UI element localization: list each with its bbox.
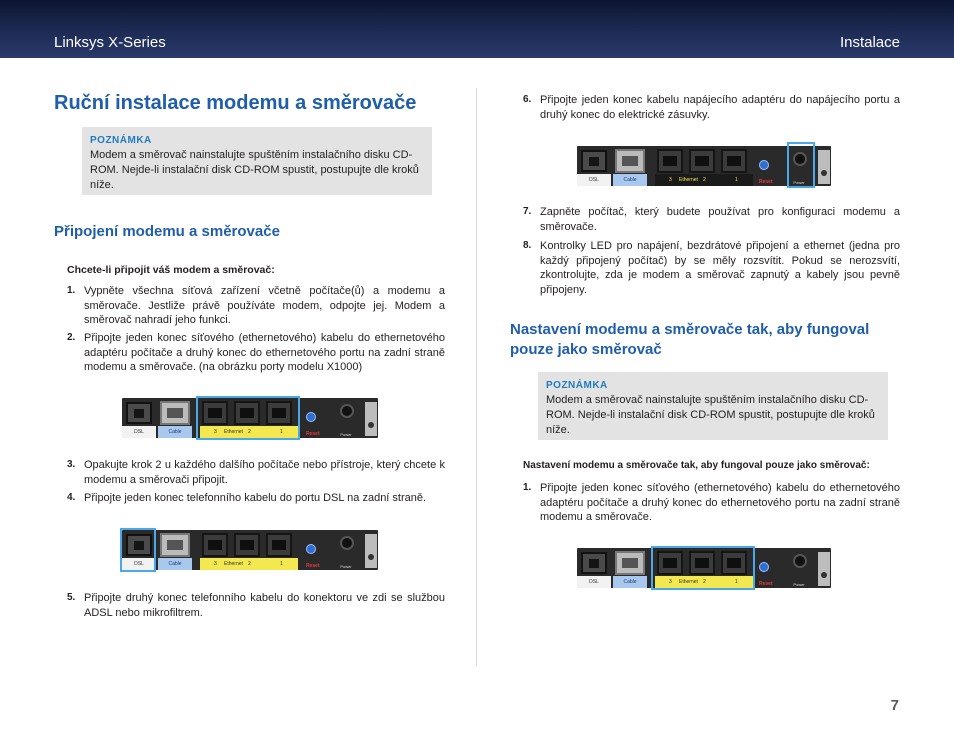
dsl-port xyxy=(581,552,607,574)
step-number: 4. xyxy=(67,492,76,503)
step-2 xyxy=(67,331,445,375)
column-divider xyxy=(476,88,477,666)
dsl-label: DSL xyxy=(122,558,156,570)
section-heading-router-only: Nastavení modemu a směrovače tak, aby fungoval pouze jako směrovač xyxy=(510,321,870,358)
step-number: 3. xyxy=(67,459,76,470)
port-3-label: 3 xyxy=(214,429,217,435)
router-back-panel-image xyxy=(577,146,831,186)
note-box xyxy=(538,372,888,440)
reset-label: Reset xyxy=(306,431,320,437)
power-switch xyxy=(365,402,377,436)
note-label: POZNÁMKA xyxy=(546,380,608,391)
power-switch xyxy=(818,150,830,184)
step-1 xyxy=(67,284,445,328)
ethernet-port xyxy=(266,533,292,557)
dsl-label: DSL xyxy=(122,426,156,438)
dsl-port xyxy=(126,402,152,424)
cable-label: Cable xyxy=(158,558,192,570)
port-2-label: 2 xyxy=(703,177,706,183)
power-switch xyxy=(818,552,830,586)
dsl-highlight xyxy=(120,528,156,572)
power-highlight xyxy=(787,142,815,188)
note-box xyxy=(82,127,432,195)
ethernet-port xyxy=(721,149,747,173)
router-back-panel-image xyxy=(577,548,831,588)
step-number: 7. xyxy=(523,206,532,217)
reset-button-image xyxy=(759,160,769,170)
port-1-label: 1 xyxy=(280,561,283,567)
step-text: Připojte jeden konec telefonního kabelu do portu DSL na zadní straně. xyxy=(84,492,427,504)
step-8 xyxy=(523,239,900,297)
ethernet-port xyxy=(657,149,683,173)
ethernet-port xyxy=(689,149,715,173)
power-label: Power xyxy=(793,180,805,185)
section-heading-connect: Připojení modemu a směrovače xyxy=(54,223,280,240)
port-3-label: 3 xyxy=(669,579,672,585)
cable-port xyxy=(615,149,645,173)
ethernet-label: Ethernet xyxy=(679,177,698,183)
port-2-label: 2 xyxy=(248,561,251,567)
step-number: 1. xyxy=(523,482,532,493)
dsl-label: DSL xyxy=(577,576,611,588)
power-label: Power xyxy=(793,582,805,587)
router-back-panel-image xyxy=(122,530,378,570)
reset-button-image xyxy=(759,562,769,572)
cable-label: Cable xyxy=(158,426,192,438)
note-text: Modem a směrovač nainstalujte spuštěním instalačního disku CD-ROM. Nejde-li instalační disk CD-ROM spustit, postupujte dle kroků níže. xyxy=(90,149,419,191)
port-2-label: 2 xyxy=(703,579,706,585)
port-1-label: 1 xyxy=(735,177,738,183)
page-title: Ruční instalace modemu a směrovače xyxy=(54,92,417,114)
router-back-panel-image xyxy=(122,398,378,438)
step-number: 5. xyxy=(67,592,76,603)
port-3-label: 3 xyxy=(214,561,217,567)
reset-label: Reset xyxy=(759,581,773,587)
cable-port xyxy=(160,401,190,425)
ethernet-label: Ethernet xyxy=(679,579,698,585)
step-number: 1. xyxy=(67,285,76,296)
port-3-label: 3 xyxy=(669,177,672,183)
section-intro-connect: Chcete-li připojit váš modem a směrovač: xyxy=(67,264,275,276)
step-4 xyxy=(67,491,445,506)
step-text: Připojte jeden konec síťového (ethernetového) kabelu do ethernetového adaptéru počítače a druhý konec do ethernetového portu na zadní straně modemu a směrovače. xyxy=(540,482,900,523)
step-text: Opakujte krok 2 u každého dalšího počítače nebo přístroje, který chcete k modemu a směrovači připojit. xyxy=(84,459,445,486)
dsl-label: DSL xyxy=(577,174,611,186)
step-text: Vypněte všechna síťová zařízení včetně počítače(ů) a modemu a směrovače. Jestliže právě používáte modem, odpojte jej. Modem a směrovač nahradí jeho funkci. xyxy=(84,285,445,326)
dsl-port xyxy=(581,150,607,172)
power-label: Power xyxy=(340,432,352,437)
step-6 xyxy=(523,93,900,122)
ethernet-port xyxy=(234,533,260,557)
power-jack xyxy=(340,536,354,550)
step-7 xyxy=(523,205,900,234)
page-number: 7 xyxy=(890,697,899,714)
note-label: POZNÁMKA xyxy=(90,135,152,146)
header-section: Instalace xyxy=(839,34,900,51)
step-text: Připojte jeden konec kabelu napájecího adaptéru do napájecího portu a druhý konec do elektrické zásuvky. xyxy=(540,94,900,121)
step-text: Kontrolky LED pro napájení, bezdrátové připojení a ethernet (jedna pro každý připojený počítač) by se měly rozsvítit. Pokud se nerozsvítí, zkontrolujte, zda je modem a směrovač zapnutý a kabely jsou pevně připojeny. xyxy=(540,240,900,296)
step-number: 2. xyxy=(67,332,76,343)
power-jack xyxy=(793,554,807,568)
reset-label: Reset xyxy=(306,563,320,569)
power-jack xyxy=(340,404,354,418)
step-5 xyxy=(67,591,445,620)
page-header xyxy=(0,0,954,58)
step-number: 6. xyxy=(523,94,532,105)
cable-label: Cable xyxy=(613,174,647,186)
step-text: Zapněte počítač, který budete používat pro konfiguraci modemu a směrovače. xyxy=(540,206,900,233)
ethernet-label-strip xyxy=(655,174,753,186)
reset-button-image xyxy=(306,544,316,554)
reset-label: Reset xyxy=(759,179,773,185)
power-label: Power xyxy=(340,564,352,569)
step-number: 8. xyxy=(523,240,532,251)
ethernet-highlight xyxy=(651,546,755,590)
section-intro-router-only: Nastavení modemu a směrovače tak, aby fungoval pouze jako směrovač: xyxy=(523,460,870,471)
port-2-label: 2 xyxy=(248,429,251,435)
header-product: Linksys X-Series xyxy=(54,34,166,51)
step-router-1 xyxy=(523,481,900,525)
step-text: Připojte druhý konec telefonního kabelu do konektoru ve zdi se službou ADSL nebo mikrofiltrem. xyxy=(84,592,445,619)
port-1-label: 1 xyxy=(280,429,283,435)
ethernet-label-strip xyxy=(200,558,298,570)
ethernet-label: Ethernet xyxy=(224,429,243,435)
step-3 xyxy=(67,458,445,487)
cable-port xyxy=(615,551,645,575)
ethernet-label: Ethernet xyxy=(224,561,243,567)
cable-label: Cable xyxy=(613,576,647,588)
ethernet-port xyxy=(202,533,228,557)
reset-button-image xyxy=(306,412,316,422)
port-1-label: 1 xyxy=(735,579,738,585)
note-text: Modem a směrovač nainstalujte spuštěním instalačního disku CD-ROM. Nejde-li instalační disk CD-ROM spustit, postupujte dle kroků níže. xyxy=(546,394,875,436)
ethernet-highlight xyxy=(196,396,300,440)
cable-port xyxy=(160,533,190,557)
power-switch xyxy=(365,534,377,568)
step-text: Připojte jeden konec síťového (ethernetového) kabelu do ethernetového adaptéru počítače a druhý konec do ethernetového portu na zadní straně modemu a směrovače. (na obrázku porty modelu X1000) xyxy=(84,332,445,373)
